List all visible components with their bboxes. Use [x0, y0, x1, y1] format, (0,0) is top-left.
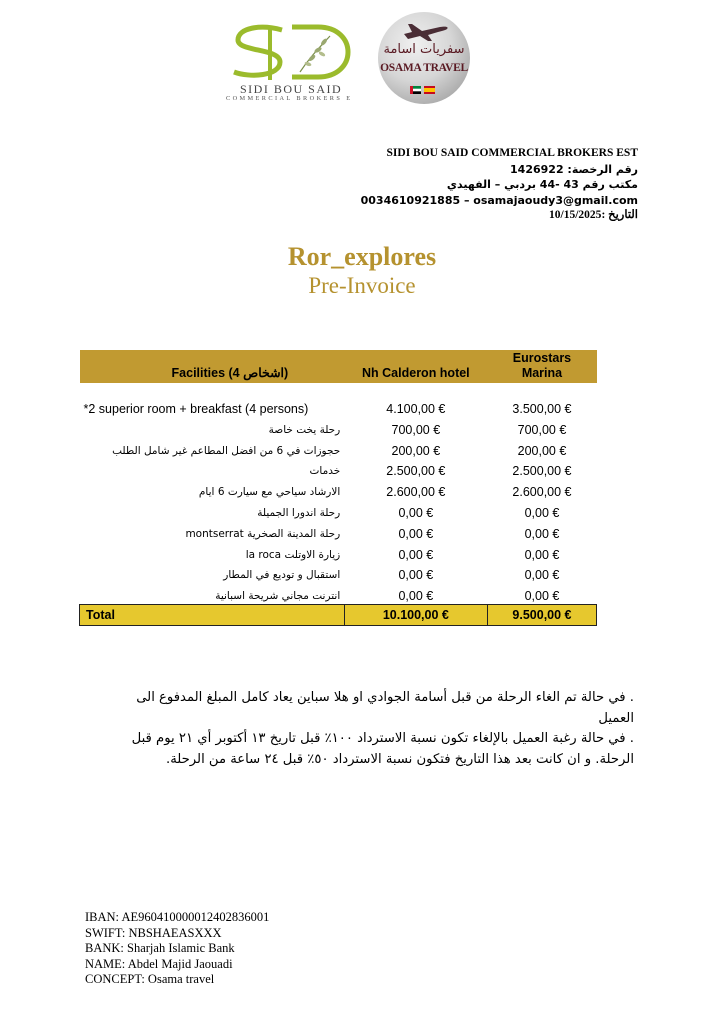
- header-facilities: Facilities (4 اشخاص): [80, 350, 345, 383]
- row-description: حجوزات في 6 من افضل المطاعم غير شامل الطلب: [112, 444, 341, 457]
- row-price-eurostars-marina: 200,00 €: [517, 443, 567, 458]
- note-cancellation-by-client: . في حالة رغبة العميل بالإلغاء تكون نسبة الاسترداد ١٠٠٪ قبل تاريخ ١٣ أكتوبر أي ٢١ يوم قبل الرحلة. و ان كانت بعد هذا التاريخ فتكون نسبة الاسترداد ٥٠٪ قبل ٢٤ ساعة من الرحلة.: [131, 731, 634, 767]
- table-row: [80, 500, 597, 521]
- table-row: [80, 521, 597, 542]
- osama-travel-english-name: OSAMA TRAVEL: [380, 62, 468, 74]
- swift: SWIFT: NBSHAEASXXX: [85, 925, 222, 940]
- header-eurostars-marina: Eurostars Marina: [487, 350, 596, 383]
- row-price-eurostars-marina: 0,00 €: [524, 568, 560, 583]
- invoice-date: التاريخ :10/15/2025: [549, 209, 638, 221]
- row-price-nh-calderon: 0,00 €: [398, 547, 434, 562]
- invoice-table: [79, 350, 597, 626]
- row-description: الارشاد سياحي مع سيارت 6 ايام: [198, 486, 341, 499]
- cancellation-notes: [100, 688, 634, 770]
- table-row: [80, 563, 597, 584]
- row-price-eurostars-marina: 0,00 €: [524, 505, 560, 520]
- table-row: [80, 459, 597, 480]
- total-row: [80, 605, 597, 626]
- client-name: Ror_explores: [287, 242, 437, 271]
- table-row: [80, 417, 597, 438]
- row-description: استقبال و توديع في المطار: [223, 569, 341, 582]
- row-price-nh-calderon: 0,00 €: [398, 526, 434, 541]
- sidi-bou-said-subtitle: COMMERCIAL BROKERS E: [226, 95, 353, 102]
- row-price-nh-calderon: 200,00 €: [391, 443, 441, 458]
- row-price-nh-calderon: 0,00 €: [398, 589, 434, 604]
- license-number: رقم الرخصة: 1426922: [510, 162, 638, 176]
- row-price-nh-calderon: 2.600,00 €: [386, 485, 446, 500]
- bank-name: BANK: Sharjah Islamic Bank: [85, 941, 235, 955]
- airplane-icon: [402, 20, 450, 42]
- total-eurostars-marina: 9.500,00 €: [487, 605, 596, 626]
- table-header-row: [80, 350, 597, 383]
- row-price-nh-calderon: 700,00 €: [391, 422, 441, 437]
- total-nh-calderon: 10.100,00 €: [344, 605, 487, 626]
- company-name: SIDI BOU SAID COMMERCIAL BROKERS EST: [386, 147, 638, 159]
- bank-details: [85, 910, 269, 988]
- row-description: رحلة يخت خاصة: [268, 423, 341, 436]
- row-description: رحلة اندورا الجميلة: [257, 506, 341, 519]
- note-cancellation-by-agency: . في حالة تم الغاء الرحلة من قبل أسامة الجوادي او هلا سباين يعاد كامل المبلغ المدفوع الى العميل: [136, 690, 634, 726]
- document-title: [0, 242, 724, 300]
- table-row: [80, 383, 597, 417]
- row-price-eurostars-marina: 3.500,00 €: [512, 402, 572, 416]
- row-description: خدمات: [309, 465, 341, 478]
- iban: IBAN: AE960410000012402836001: [85, 910, 270, 924]
- sidi-bou-said-logo: [226, 22, 376, 100]
- table-row: [80, 479, 597, 500]
- osama-travel-arabic-name: سفريات اسامة: [383, 42, 465, 57]
- table-row: [80, 438, 597, 459]
- row-price-eurostars-marina: 700,00 €: [517, 422, 567, 437]
- row-description: زيارة الاوتلت la roca: [245, 548, 341, 561]
- uae-flag-icon: [410, 86, 421, 94]
- table-row: [80, 542, 597, 563]
- osama-travel-logo: [378, 12, 470, 104]
- row-price-eurostars-marina: 0,00 €: [524, 526, 560, 541]
- row-price-eurostars-marina: 0,00 €: [524, 547, 560, 562]
- header-nh-calderon: Nh Calderon hotel: [344, 350, 487, 383]
- company-info: [360, 146, 638, 224]
- row-description: رحلة المدينة الصخرية montserrat: [185, 527, 341, 540]
- table-row: [80, 583, 597, 604]
- concept: CONCEPT: Osama travel: [85, 972, 215, 986]
- account-name: NAME: Abdel Majid Jaouadi: [85, 956, 233, 971]
- row-price-eurostars-marina: 2.600,00 €: [512, 485, 572, 500]
- row-description: انترنت مجاني شريحة اسبانية: [215, 590, 341, 603]
- document-type: Pre-Invoice: [308, 273, 416, 298]
- sidi-bou-said-name: SIDI BOU SAID: [240, 82, 343, 96]
- office-address: مكتب رقم 43 -44 بردبي – الفهيدي: [446, 178, 638, 191]
- row-price-nh-calderon: 4.100,00 €: [386, 402, 446, 416]
- row-price-nh-calderon: 2.500,00 €: [386, 464, 446, 479]
- spain-flag-icon: [424, 86, 435, 94]
- row-price-nh-calderon: 0,00 €: [398, 505, 434, 520]
- row-price-nh-calderon: 0,00 €: [398, 568, 434, 583]
- contact-info: 0034610921885 – osamajaoudy3@gmail.com: [360, 193, 638, 207]
- sd-monogram-icon: [230, 22, 360, 82]
- row-description: *2 superior room + breakfast (4 persons): [83, 402, 309, 416]
- row-price-eurostars-marina: 2.500,00 €: [512, 464, 572, 479]
- total-label: Total: [80, 605, 345, 626]
- row-price-eurostars-marina: 0,00 €: [524, 589, 560, 604]
